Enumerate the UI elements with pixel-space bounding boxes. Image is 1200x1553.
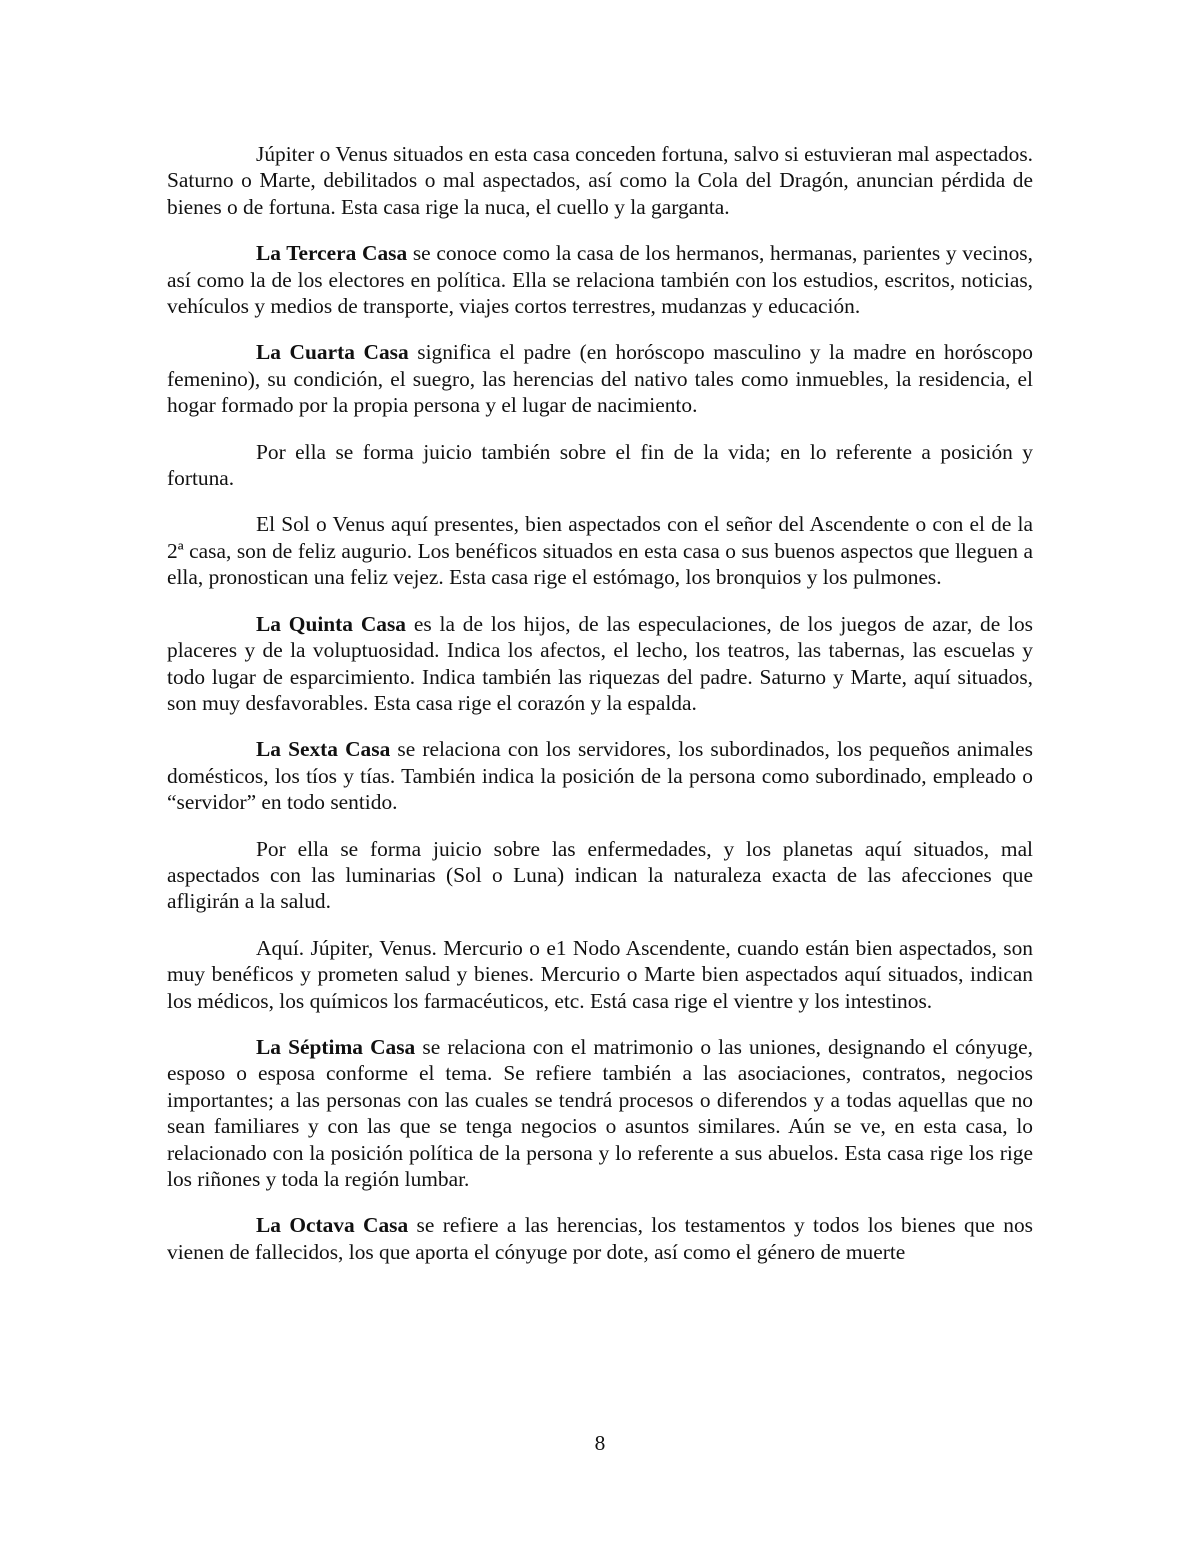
paragraph: [167, 736, 1033, 815]
page-body: [167, 141, 1033, 1285]
paragraph: [167, 1034, 1033, 1192]
paragraph-text: significa el padre (en horóscopo masculino y la madre en horóscopo femenino), su condición, el suegro, las herencias del nativo tales como inmuebles, la residencia, el hogar formado por la propia persona y el lugar de nacimiento.: [167, 340, 1033, 418]
paragraph-text: Por ella se forma juicio sobre las enfermedades, y los planetas aquí situados, mal aspectados con las luminarias (Sol o Luna) indican la naturaleza exacta de las afecciones que afligirán a la salud.: [167, 836, 1033, 914]
paragraph-text: se refiere a las herencias, los testamentos y todos los bienes que nos vienen de fallecidos, los que aporta el cónyuge por dote, así como el género de muerte: [167, 1213, 1033, 1264]
paragraph-text: El Sol o Venus aquí presentes, bien aspectados con el señor del Ascendente o con el de la 2ª casa, son de feliz augurio. Los benéficos situados en esta casa o sus buenos aspectos que lleguen a ella, pronostican una feliz vejez. Esta casa rige el estómago, los bronquios y los pulmones.: [167, 512, 1033, 590]
paragraph: [167, 141, 1033, 220]
paragraph-text: Aquí. Júpiter, Venus. Mercurio o e1 Nodo Ascendente, cuando están bien aspectados, son muy benéficos y prometen salud y bienes. Mercurio o Marte bien aspectados aquí situados, indican los médicos, los químicos los farmacéuticos, etc. Está casa rige el vientre y los intestinos.: [167, 935, 1033, 1013]
section-heading: La Tercera Casa: [256, 241, 408, 266]
paragraph-text: se relaciona con los servidores, los subordinados, los pequeños animales domésticos, los tíos y tías. También indica la posición de la persona como subordinado, empleado o “servidor” en todo sentido.: [167, 737, 1033, 815]
paragraph-text: es la de los hijos, de las especulaciones, de los juegos de azar, de los placeres y de la voluptuosidad. Indica los afectos, el lecho, los teatros, las tabernas, las escuelas y todo lugar de esparcimiento. Indica también las riquezas del padre. Saturno y Marte, aquí situados, son muy desfavorables. Esta casa rige el corazón y la espalda.: [167, 611, 1034, 715]
paragraph: [167, 935, 1033, 1014]
paragraph: [167, 240, 1033, 319]
section-heading: La Quinta Casa: [256, 611, 407, 636]
page-number: 8: [594, 1431, 606, 1455]
paragraph: [167, 836, 1033, 915]
paragraph: [167, 339, 1033, 418]
paragraph: [167, 611, 1033, 717]
paragraph-text: se relaciona con el matrimonio o las uniones, designando el cónyuge, esposo o esposa conforme el tema. Se refiere también a las asociaciones, contratos, negocios importantes; a las personas con las cuales se tendrá procesos o diferendos y a todas aquellas que no sean familiares y con las que se tenga negocios o asuntos similares. Aún se ve, en esta casa, lo relacionado con la posición política de la persona y lo referente a sus abuelos. Esta casa rige los rige los riñones y toda la región lumbar.: [167, 1034, 1033, 1191]
paragraph: [167, 1212, 1033, 1265]
section-heading: La Séptima Casa: [256, 1034, 416, 1059]
paragraph-text: Júpiter o Venus situados en esta casa conceden fortuna, salvo si estuvieran mal aspectados. Saturno o Marte, debilitados o mal aspectados, así como la Cola del Dragón, anuncian pérdida de bienes o de fortuna. Esta casa rige la nuca, el cuello y la garganta.: [167, 142, 1033, 219]
section-heading: La Sexta Casa: [256, 737, 391, 762]
section-heading: La Cuarta Casa: [256, 340, 409, 365]
paragraph: [167, 439, 1033, 492]
paragraph: [167, 511, 1033, 590]
paragraph-text: Por ella se forma juicio también sobre el fin de la vida; en lo referente a posición y fortuna.: [167, 439, 1033, 491]
paragraph-text: se conoce como la casa de los hermanos, hermanas, parientes y vecinos, así como la de los electores en política. Ella se relaciona también con los estudios, escritos, noticias, vehículos y medios de transporte, viajes cortos terrestres, mudanzas y educación.: [167, 241, 1033, 319]
section-heading: La Octava Casa: [256, 1213, 409, 1238]
